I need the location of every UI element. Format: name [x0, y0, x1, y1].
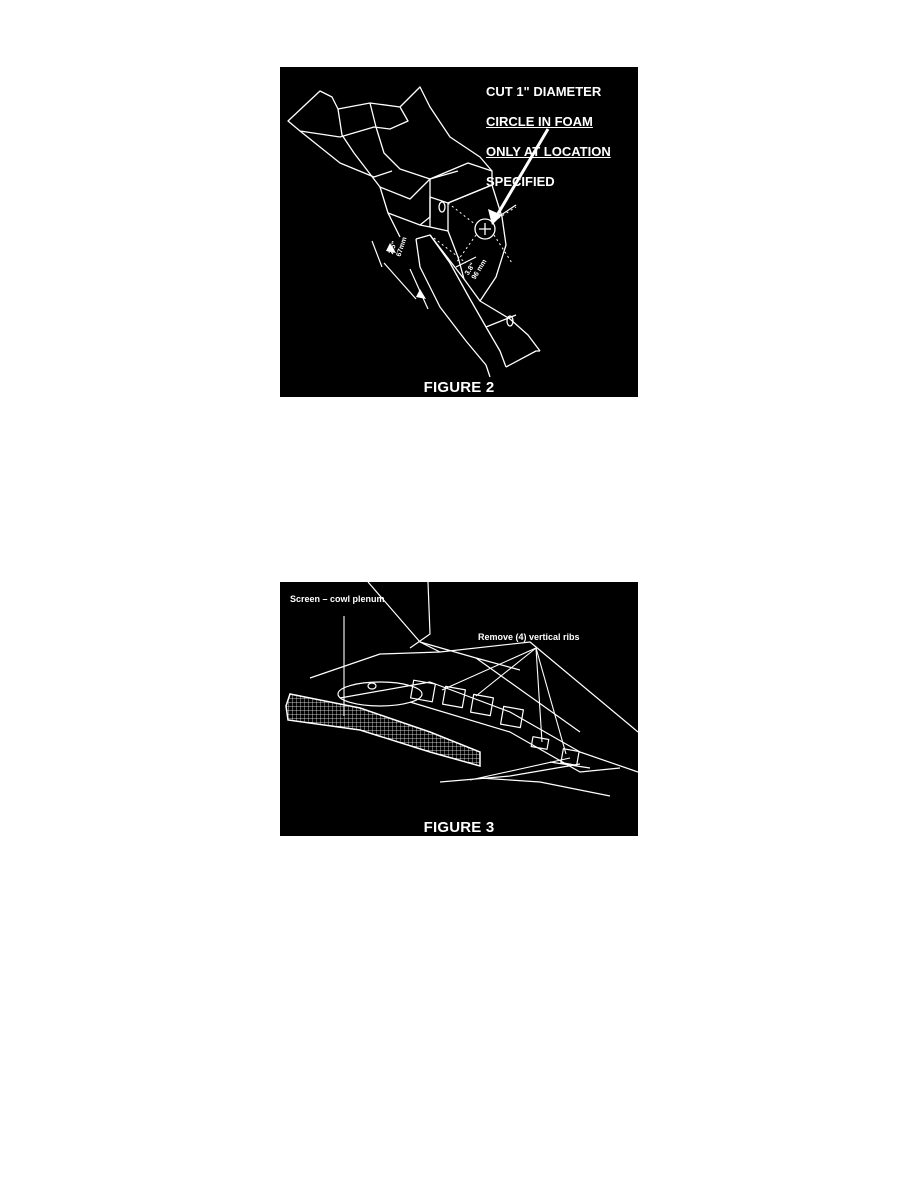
callout-line-4: SPECIFIED	[486, 174, 555, 189]
screen-cowl-plenum-label: Screen – cowl plenum	[290, 594, 385, 604]
callout-line-2: CIRCLE IN FOAM	[486, 114, 593, 129]
dimension-label-67mm: 2.5" 67mm	[388, 236, 409, 258]
callout-line-1: CUT 1" DIAMETER	[486, 84, 602, 99]
dimension-label-96mm: 3.8" 96 mm	[464, 258, 489, 281]
remove-ribs-label: Remove (4) vertical ribs	[478, 632, 580, 642]
figure-3-caption: FIGURE 3	[423, 819, 495, 836]
figure-2-illustration	[280, 67, 638, 397]
figure-2-caption: FIGURE 2	[423, 379, 495, 396]
cut-circle-callout	[486, 69, 611, 204]
figure-3-illustration	[280, 582, 638, 836]
cowl-plenum-drawing	[280, 582, 638, 836]
callout-line-3: ONLY AT LOCATION	[486, 144, 611, 159]
